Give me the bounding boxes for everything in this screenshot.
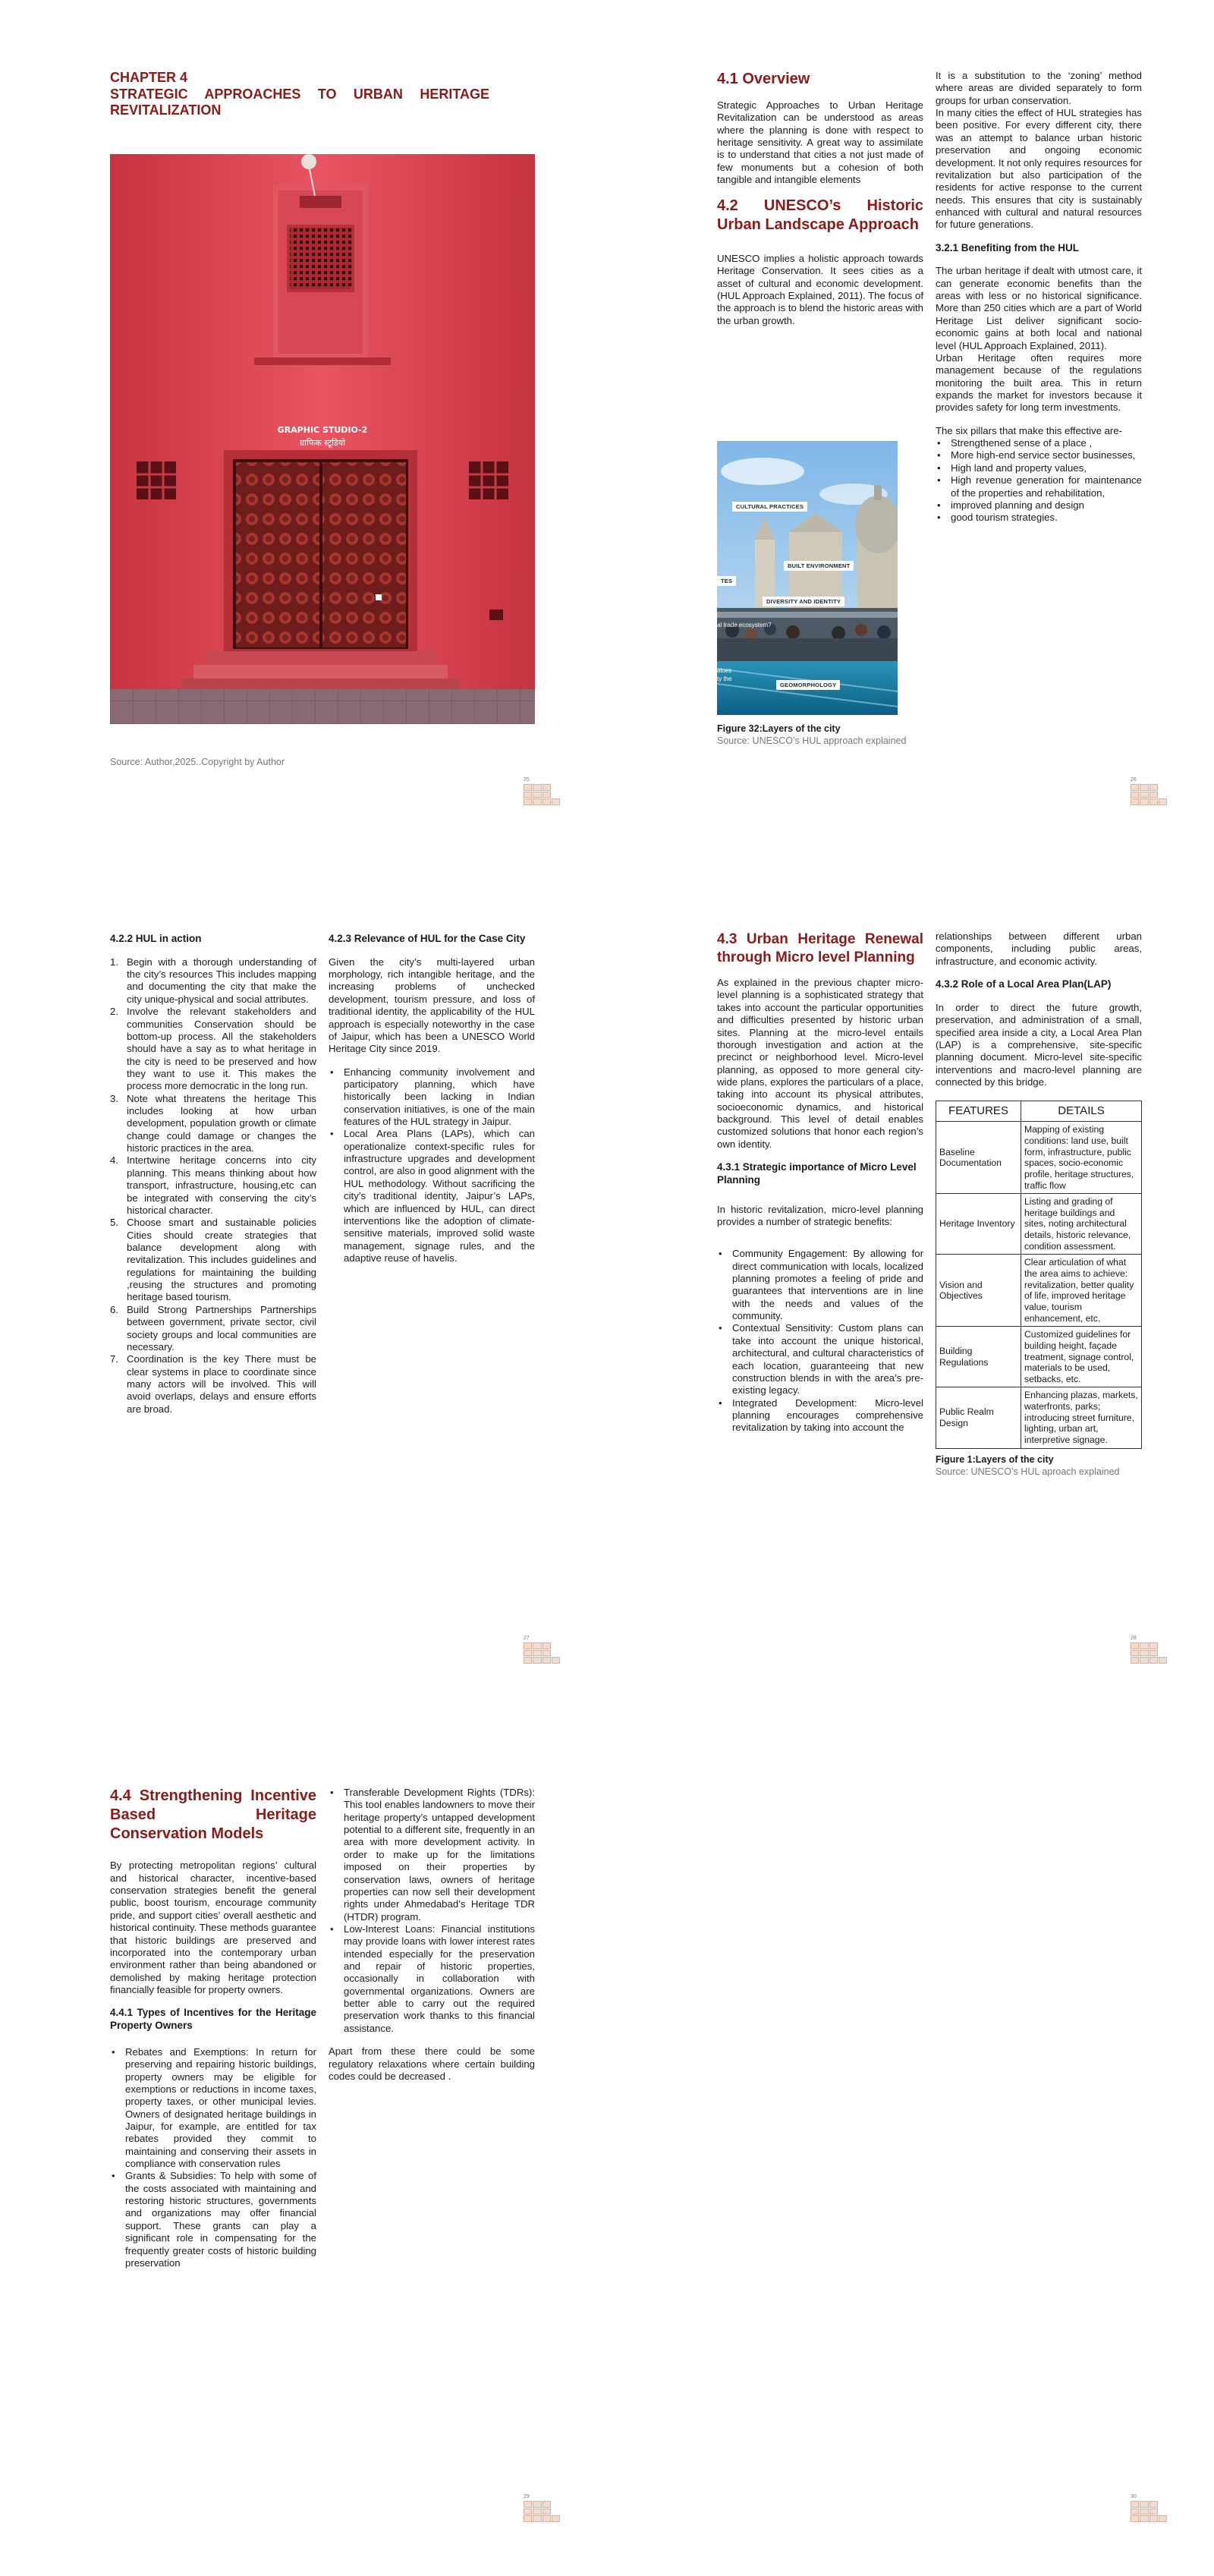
page-number-marker bbox=[1131, 1636, 1167, 1664]
details-cell: Enhancing plazas, markets, waterfronts, parks; introducing street furniture, lighting, urban art, interpretive signage. bbox=[1021, 1387, 1142, 1448]
door-photo-illustration bbox=[110, 154, 535, 724]
chapter-heading bbox=[110, 70, 489, 119]
page-number-marker bbox=[1131, 777, 1167, 806]
page-26 bbox=[607, 0, 1214, 858]
importance-list bbox=[717, 1248, 923, 1434]
table-row bbox=[936, 1122, 1142, 1194]
table-header: FEATURES bbox=[936, 1101, 1021, 1122]
benefit-text-2: Urban Heritage often requires more management because of the regulations monitoring the built area. This in return expands the market for investors because it provides safety for long term investments. bbox=[936, 351, 1142, 414]
tag-cultural-practices: CULTURAL PRACTICES bbox=[732, 502, 807, 512]
chapter-title: STRATEGIC APPROACHES TO URBAN HERITAGE REVITALIZATION bbox=[110, 86, 489, 118]
lap-text: In order to direct the future growth, preservation, and administration of a small, specified area inside a city, a Local Area Plan (LAP) is a comprehensive, site-specific planning document. Micro-level site-specific interventions and macro-level planning are connected by this bridge. bbox=[936, 1001, 1142, 1088]
page-26-col-1 bbox=[717, 70, 923, 338]
table-row bbox=[936, 1255, 1142, 1327]
incentive-item: • Grants & Subsidies: To help with some of the costs associated with maintaining and restoring historic structures, governments and organizations may offer financial support. These grants can play a significant role in compensating for the frequently greater costs of historic building preservation bbox=[110, 2170, 316, 2269]
page-number-marker bbox=[524, 777, 560, 806]
hul-step: 2. Involve the relevant stakeholders and communities Conservation should be bottom-up process. All the stakeholders should have a say as to what heritage in the city is need to be preserved and how they want to use it. This makes the process more democratic in the long run. bbox=[110, 1006, 316, 1092]
pillar-item: • improved planning and design bbox=[936, 499, 1142, 512]
relevance-list bbox=[329, 1066, 535, 1265]
page-number-marker bbox=[524, 1636, 560, 1664]
benefit-text: The urban heritage if dealt with utmost care, it can generate economic benefits than the areas with less or no historical significance. More than 250 cities which are a part of World Heritage List deliver significant socio-economic gains at both local and national level (HUL Approach Explained, 2011). bbox=[936, 265, 1142, 351]
table-header: DETAILS bbox=[1021, 1101, 1142, 1122]
door-photo bbox=[110, 154, 535, 724]
page-number: 27 bbox=[524, 1636, 530, 1641]
heading-types: 4.4.1 Types of Incentives for the Heritage Property Owners bbox=[110, 2007, 316, 2032]
pillar-item: • good tourism strategies. bbox=[936, 512, 1142, 524]
heading-hul-action: 4.2.2 HUL in action bbox=[110, 933, 202, 944]
tag-fragment-the: ty the bbox=[717, 675, 732, 682]
incentive-item: • Low-Interest Loans: Financial institutions may provide loans with lower interest rates intended especially for the preservation and repair of historic properties, occasionally in collaboration with governmental organizations. Owners are better able to carry out the required preservation work thanks to this financial assistance. bbox=[329, 1923, 535, 2035]
heading-lap: 4.3.2 Role of a Local Area Plan(LAP) bbox=[936, 978, 1112, 990]
hul-step: 7. Coordination is the key There must be clear systems in place to coordinate since many actors will be involved. This will avoid overlaps, delays and ensure efforts are broad. bbox=[110, 1353, 316, 1415]
page-28-col-2 bbox=[936, 931, 1142, 1478]
figure-caption: Figure 1:Layers of the city bbox=[936, 1453, 1054, 1465]
pillar-item: • More high-end service sector businesses, bbox=[936, 449, 1142, 461]
feature-cell: Baseline Documentation bbox=[936, 1122, 1021, 1194]
hul-step: 6. Build Strong Partnerships Partnerships between government, private sector, civil society groups and local communities are necessary. bbox=[110, 1303, 316, 1353]
city-photo-illustration bbox=[717, 441, 898, 715]
figure-caption: Figure 32:Layers of the city bbox=[717, 723, 841, 734]
details-cell: Listing and grading of heritage buildings and sites, noting architectural details, historic relevance, condition assessment. bbox=[1021, 1194, 1142, 1255]
page-number: 29 bbox=[524, 2494, 530, 2499]
figure-source: Source: UNESCO’s HUL approach explained bbox=[717, 735, 907, 747]
heading-unesco: 4.2 UNESCO’s Historic Urban Landscape Approach bbox=[717, 197, 923, 234]
heading-relevance: 4.2.3 Relevance of HUL for the Case City bbox=[329, 933, 526, 944]
hul-step: 4. Intertwine heritage concerns into city planning. This means thinking about how transport, infrastructure, housing,etc can be integrated with conserving the city’s historical character. bbox=[110, 1154, 316, 1216]
unesco-text: UNESCO implies a holistic approach towards Heritage Conservation. It sees cities as a asset of cultural and economic development.(HUL Approach Explained, 2011). The focus of the approach is to blend the historic areas with the urban growth. bbox=[717, 252, 923, 326]
incentive-text: By protecting metropolitan regions’ cultural and historical character, incentive-based conservation strategies benefit the general public, boost tourism, encourage community pride, and support cities’ overall aesthetic and historical continuity. These methods guarantee that historic buildings are preserved and incorporated into the contemporary urban environment rather than being abandoned or demolished by making heritage protection financially feasible for property owners. bbox=[110, 1860, 316, 1995]
photo-source: Source: Author,2025..Copyright by Author bbox=[110, 757, 285, 767]
feature-cell: Building Regulations bbox=[936, 1327, 1021, 1387]
relevance-text: Given the city’s multi-layered urban morphology, rich intangible heritage, and the increasing problems of unchecked development, tourism pressure, and loss of traditional identity, the applicability of the HUL approach is especially noteworthy in the case of Jaipur, which has been a UNESCO World Heritage City since 2019. bbox=[329, 956, 535, 1055]
page-26-col-2 bbox=[936, 70, 1142, 524]
relevance-item: • Enhancing community involvement and participatory planning, which have historically been lacking in Indian conservation initiatives, is one of the main features of the HUL strategy in Jaipur. bbox=[329, 1066, 535, 1129]
heading-overview: 4.1 Overview bbox=[717, 71, 810, 87]
tag-geomorphology: GEOMORPHOLOGY bbox=[776, 680, 840, 690]
page-grid-icon bbox=[1131, 784, 1167, 805]
tdr-list bbox=[329, 1787, 535, 2035]
details-cell: Clear articulation of what the area aims to achieve: revitalization, better quality of life, improved heritage value, tourism enhancement, etc. bbox=[1021, 1255, 1142, 1327]
heading-importance: 4.3.1 Strategic importance of Micro Level Planning bbox=[717, 1161, 917, 1186]
sign-text-en: GRAPHIC STUDIO-2 bbox=[277, 425, 368, 435]
importance-item: • Contextual Sensitivity: Custom plans can take into account the unique historical, architectural, and cultural characteristics of each location, guaranteeing that new construction blends in with the area’s pre-existing legacy. bbox=[717, 1322, 923, 1397]
incentive-item: • Transferable Development Rights (TDRs): This tool enables landowners to move their heritage property’s untapped development potential to a different site, frequently in an area with more development activity. In order to make up for the limitations imposed on their properties by conservation laws, owners of heritage properties can now sell their development rights under Ahmedabad’s Heritage TDR (HTDR) program. bbox=[329, 1787, 535, 1923]
chapter-label: CHAPTER 4 bbox=[110, 70, 188, 85]
page-grid-icon bbox=[1131, 2501, 1167, 2522]
tag-diversity-identity: DIVERSITY AND IDENTITY bbox=[763, 597, 844, 606]
page-27 bbox=[0, 858, 607, 1717]
feature-cell: Public Realm Design bbox=[936, 1387, 1021, 1448]
hul-step: 3. Note what threatens the heritage This includes looking at how urban development, population growth or climate change could damage or changes the historic practices in the area. bbox=[110, 1092, 316, 1154]
figure-32-caption bbox=[717, 723, 945, 748]
incentive-item: • Rebates and Exemptions: In return for preserving and repairing historic buildings, property owners may be eligible for exemptions or reductions in income taxes, property taxes, or other municipal levies. Owners of designated heritage buildings in Jaipur, for example, are entitled for tax rebates provided they commit to maintaining and conserving their assets in compliance with conservation rules bbox=[110, 2046, 316, 2171]
page-29 bbox=[0, 1717, 607, 2575]
feature-cell: Heritage Inventory bbox=[936, 1194, 1021, 1255]
hul-steps-list bbox=[110, 956, 316, 1416]
hul-step: 1. Begin with a thorough understanding of the city’s resources This includes mapping and documenting the city that make the city unique-physical and social attributes. bbox=[110, 956, 316, 1005]
page-grid-icon bbox=[524, 2501, 560, 2522]
feature-cell: Vision and Objectives bbox=[936, 1255, 1021, 1327]
details-cell: Mapping of existing conditions: land use, built form, infrastructure, public spaces, socio-economic profile, heritage structures, traffic flow bbox=[1021, 1122, 1142, 1194]
page-number: 28 bbox=[1131, 1636, 1137, 1641]
page-number-marker bbox=[524, 2494, 560, 2523]
zoning-text: It is a substitution to the ‘zoning’ method where areas are divided separately to form groups for urban conservation. bbox=[936, 70, 1142, 106]
tag-fragment-trade: al trade ecosystem? bbox=[717, 622, 772, 628]
page-number: 25 bbox=[524, 777, 530, 783]
page-27-col-2 bbox=[329, 933, 535, 1264]
relationships-text: relationships between different urban components, including public areas, infrastructure, and economic activity. bbox=[936, 931, 1142, 967]
lap-features-table bbox=[936, 1101, 1142, 1448]
page-number: 26 bbox=[1131, 777, 1137, 783]
overview-text: Strategic Approaches to Urban Heritage Revitalization can be understood as areas where the planning is done with respect to heritage sensitivity. A great way to assimilate is to understand that cities a not just made of few monuments but a cohesion of both tangible and intangible elements bbox=[717, 99, 923, 185]
heading-incentive: 4.4 Strengthening Incentive Based Heritage Conservation Models bbox=[110, 1787, 316, 1842]
importance-item: • Community Engagement: By allowing for direct communication with locals, localized planning promotes a feeling of pride and guarantees that interventions are in line with the needs and values of the community. bbox=[717, 1248, 923, 1322]
relevance-item: • Local Area Plans (LAPs), which can operationalize context-specific rules for infrastructure upgrades and development control, are also in good alignment with the HUL methodology. Without sacrificing the city’s traditional identity, Jaipur’s LAPs, which are influenced by HUL, can direct interventions like the adoption of climate-sensitive materials, improved solid waste management, signage rules, and the adaptive reuse of havelis. bbox=[329, 1128, 535, 1264]
renewal-text: As explained in the previous chapter micro-level planning is a sophisticated strategy that takes into account the particular opportunities and difficulties presented by historic urban sites. Planning at the micro-level entails thorough investigation and action at the precinct or neighborhood level. Micro-level planning, as opposed to more general city-wide plans, explores the particulars of a place, taking into account its physical attributes, socioeconomic dynamics, and historical background. This level of detail enables customized solutions that honor each region’s own identity. bbox=[717, 977, 923, 1150]
page-29-col-2 bbox=[329, 1787, 535, 2093]
importance-text: In historic revitalization, micro-level planning provides a number of strategic benefits: bbox=[717, 1203, 923, 1227]
closing-text: Apart from these there could be some regulatory relaxations where certain building codes could be decreased . bbox=[329, 2045, 535, 2082]
page-number-marker bbox=[1131, 2494, 1167, 2523]
page-grid-icon bbox=[1131, 1642, 1167, 1664]
pillars-intro: The six pillars that make this effective are- bbox=[936, 424, 1123, 436]
page-number: 30 bbox=[1131, 2494, 1137, 2499]
page-grid-icon bbox=[524, 784, 560, 805]
page-28-col-1 bbox=[717, 931, 923, 1434]
table-row bbox=[936, 1194, 1142, 1255]
tag-built-environment: BUILT ENVIRONMENT bbox=[784, 561, 854, 571]
page-29-col-1 bbox=[110, 1787, 316, 2269]
page-25 bbox=[0, 0, 607, 858]
page-27-col-1 bbox=[110, 933, 316, 1416]
details-cell: Customized guidelines for building height, façade treatment, signage control, materials to be used, setbacks, etc. bbox=[1021, 1327, 1142, 1387]
tag-fragment-alues: alues bbox=[717, 667, 732, 674]
page-grid-icon bbox=[524, 1642, 560, 1664]
hul-effect-text: In many cities the effect of HUL strategies has been positive. For every different city, there was an attempt to balance urban historic preservation and ongoing economic development. It not only requires resources for revitalization but also participation of the residents for active response to the current needs. This ensures that city is sustainably enhanced with cultural and natural resources for future generations. bbox=[936, 107, 1142, 231]
sign-text-hi: ग्राफिक स्टूडियो bbox=[299, 438, 346, 448]
city-layers-photo bbox=[717, 441, 898, 715]
table-header-row bbox=[936, 1101, 1142, 1122]
table-caption bbox=[936, 1453, 1142, 1479]
table-row bbox=[936, 1387, 1142, 1448]
heading-benefit: 3.2.1 Benefiting from the HUL bbox=[936, 241, 1080, 254]
figure-source: Source: UNESCO’s HUL aproach explained bbox=[936, 1466, 1120, 1477]
importance-item: • Integrated Development: Micro-level planning encourages comprehensive revitalization by taking into account the bbox=[717, 1397, 923, 1434]
pillar-item: • High land and property values, bbox=[936, 462, 1142, 474]
hul-step: 5. Choose smart and sustainable policies Cities should create strategies that balance development along with revitalization. This includes guidelines and regulations for maintaining the building ,reusing the structures and promoting heritage based tourism. bbox=[110, 1217, 316, 1303]
heading-renewal: 4.3 Urban Heritage Renewal through Micro level Planning bbox=[717, 931, 923, 965]
pillar-item: • High revenue generation for maintenance of the properties and rehabilitation, bbox=[936, 474, 1142, 499]
tag-fragment-tes: TES bbox=[717, 576, 736, 586]
types-list bbox=[110, 2046, 316, 2269]
table-row bbox=[936, 1327, 1142, 1387]
pillar-item: • Strengthened sense of a place , bbox=[936, 437, 1142, 449]
page-28 bbox=[607, 858, 1214, 1717]
page-30 bbox=[607, 1717, 1214, 2575]
pillars-list bbox=[936, 437, 1142, 524]
